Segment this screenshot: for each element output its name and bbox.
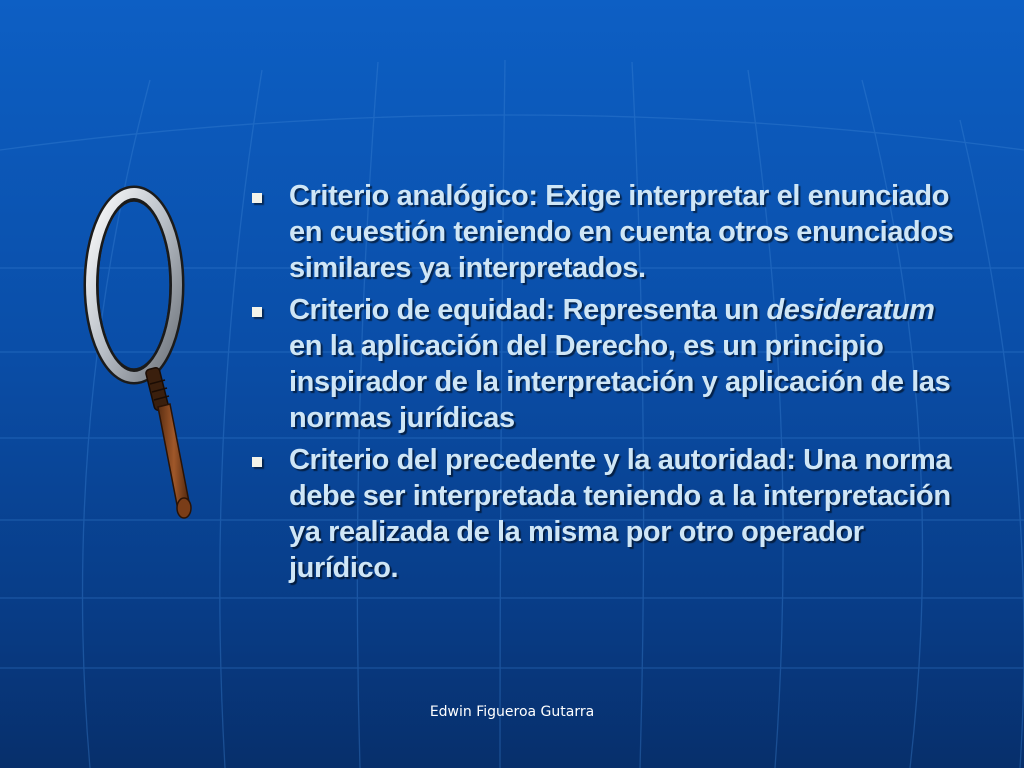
square-bullet-icon (252, 457, 262, 467)
bullet-text: Criterio analógico: Exige interpretar el enunciado en cuestión teniendo en cuenta otros enunciados similares ya interpretados. (289, 180, 954, 284)
bullet-list (250, 178, 970, 592)
magnifying-glass-icon (80, 185, 200, 525)
square-bullet-icon (252, 307, 262, 317)
bullet-item-criterio-analogico (250, 178, 970, 286)
bullet-text-italic: desideratum (766, 294, 935, 326)
bullet-text: Criterio del precedente y la autoridad: Una norma debe ser interpretada teniendo a la interpretación ya realizada de la misma por otro operador jurídico. (289, 444, 952, 584)
bullet-text-before: Criterio de equidad: Representa un (289, 294, 767, 326)
square-bullet-icon (252, 193, 262, 203)
bullet-text-after: en la aplicación del Derecho, es un principio inspirador de la interpretación y aplicación de las normas jurídicas (289, 330, 951, 434)
slide-footer-author: Edwin Figueroa Gutarra (429, 704, 595, 720)
bullet-item-criterio-precedente (250, 442, 970, 586)
bullet-item-criterio-equidad (250, 292, 970, 436)
